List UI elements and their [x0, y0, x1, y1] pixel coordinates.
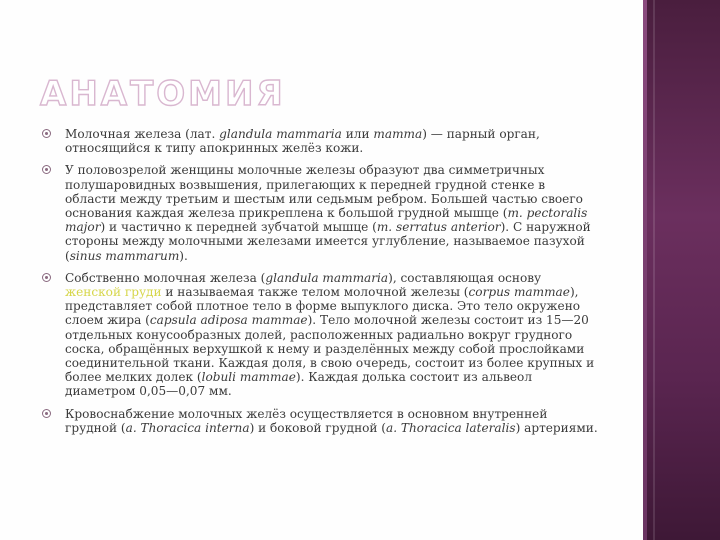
latin-term: a. Thoracica lateralis: [386, 420, 516, 435]
slide-content: [38, 127, 598, 443]
bullet-text: ), представляет собой плотное тело в форме выпуклого диска. Это тело окружено слоем жира (: [65, 285, 581, 328]
link-womens-breast[interactable]: женской груди: [65, 285, 162, 300]
bullet-item-4: [38, 407, 598, 435]
decorative-side-panel: [643, 0, 720, 540]
bullet-text: Собственно молочная железа (: [65, 270, 266, 285]
bullet-text: ) артериями.: [515, 420, 598, 435]
latin-term: capsula adiposa mammae: [149, 313, 308, 328]
latin-term: m. serratus anterior: [376, 220, 501, 235]
bullet-item-1: [38, 127, 598, 155]
bullet-icon: [42, 409, 51, 418]
latin-term: m. pectoralis major: [65, 206, 588, 235]
bullet-text: Кровоснабжение молочных желёз осуществляется в основном внутренней грудной (: [65, 406, 548, 435]
bullet-text: ), составляющая основу: [388, 270, 542, 285]
slide-title: АНАТОМИЯ: [40, 74, 286, 114]
bullet-text: У половозрелой женщины молочные железы образуют два симметричных полушаровидных возвышения, прилегающих к передней грудной стенке в области между третьим и шестым или седьмым ребром. Большей частью своего основания каждая железа прикреплена к большой грудной мышце (: [65, 163, 583, 221]
bullet-icon: [42, 129, 51, 138]
bullet-text: ).: [179, 248, 188, 263]
bullet-icon: [42, 273, 51, 282]
bullet-item-2: [38, 163, 598, 262]
bullet-text: Молочная железа (лат.: [65, 127, 220, 141]
latin-term: glandula mammaria: [265, 270, 389, 285]
bullet-text: ). Каждая долька состоит из альвеол диаметром 0,05—0,07 мм.: [65, 370, 533, 399]
latin-term: lobuli mammae: [201, 370, 296, 385]
bullet-text: ). С наружной стороны между молочными железами имеется углубление, называемое пазухой (: [65, 220, 591, 263]
bullet-text: ) — парный орган, относящийся к типу апокринных желёз кожи.: [65, 127, 540, 156]
bullet-text: ). Тело молочной железы состоит из 15—20 отдельных конусообразных долей, расположенных радиально вокруг грудного соска, обращённых верхушкой к нему и разделённых между собой прослойками соединительной ткани. Каждая доля, в свою очередь, состоит из более крупных и более мелких долек (: [65, 313, 595, 385]
bullet-text: или: [341, 127, 374, 141]
latin-term: sinus mammarum: [69, 248, 180, 263]
latin-term: corpus mammae: [468, 285, 570, 300]
latin-term: glandula mammaria: [219, 127, 342, 141]
latin-term: a. Thoracica interna: [125, 420, 250, 435]
bullet-icon: [42, 165, 51, 174]
bullet-item-3: [38, 271, 598, 399]
latin-term: mamma: [373, 127, 423, 141]
bullet-text: ) и частично к передней зубчатой мышце (: [100, 220, 377, 235]
bullet-text: и называемая также телом молочной железы (: [161, 285, 469, 300]
bullet-text: ) и боковой грудной (: [249, 420, 387, 435]
